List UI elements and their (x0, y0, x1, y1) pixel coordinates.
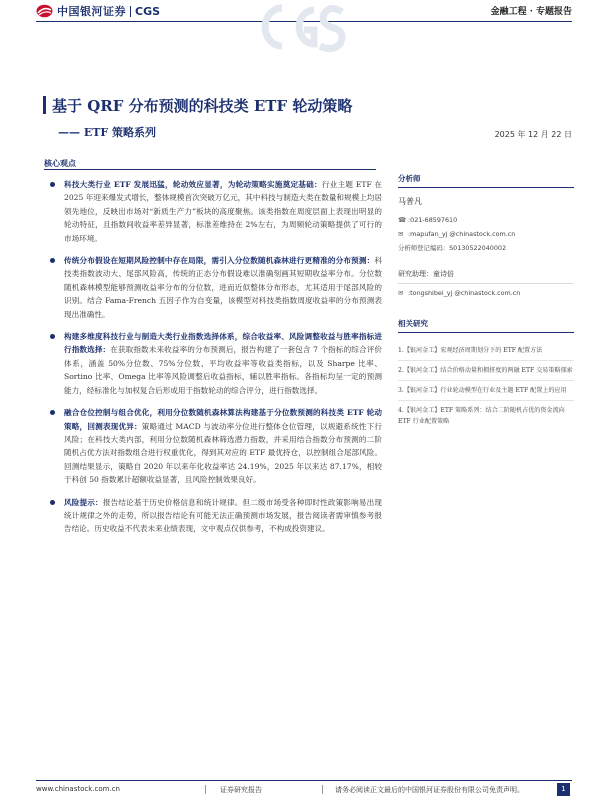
related-research-item[interactable]: 2.【银河金工】结合价格动量和拥挤度的两融 ETF 交易策略探索 (398, 361, 574, 381)
related-research-item[interactable]: 3.【银河金工】行业轮动模型在行业及主题 ETF 配置上的应用 (398, 381, 574, 401)
phone-value: 021-68597610 (410, 216, 458, 224)
related-research-item[interactable]: 1.【银河金工】宏观经济周期划分下的 ETF 配置方法 (398, 341, 574, 361)
brand-separator (130, 6, 131, 17)
key-point-body: 科技类指数波动大、尾部风险高，传统的正态分布假设难以准确刻画其短期收益率分布。分位数随机森林模型能够预测收益率分布的分位数，进而近似整体分布形态，尤其适用于尾部风险的识别。结合 Fama-French 五因子作为自变量，该模型对科技类指数周度收益率的分布预测表现出准确性。 (64, 256, 382, 319)
bullet-icon (50, 410, 55, 415)
key-points (44, 178, 382, 545)
bullet-icon (50, 182, 55, 187)
analyst-section-title: 分析师 (398, 173, 574, 188)
email-icon: ✉ (398, 230, 404, 238)
analyst-registration: 分析师登记编码：S0130522040002 (398, 244, 507, 252)
bullet-icon (50, 334, 55, 339)
key-point-body: 在获取指数未来收益率的分布预测后，报告构建了一套包含 7 个指标的综合评价体系，涵盖 50%分位数、75%分位数、平均收益率等收益类指标，以及 Sharpe 比率、Sortino 比率、Omega 比率等风险调整后收益指标，辅以胜率指标。各指标均呈一定的预测能力，经标准化与加权复合后形成用于指数轮动的综合评分，进行指数选择。 (64, 345, 382, 395)
report-date: 2025 年 12 月 22 日 (494, 130, 572, 139)
key-point-heading: 融合仓位控制与组合优化，利用分位数随机森林算法构建基于分位数预测的科技类 ETF 轮动策略，回测表现优异： (64, 408, 382, 431)
key-point-heading: 传统分布假设在短期风险控制中存在局限，需引入分位数随机森林进行更精准的分布预测： (64, 256, 375, 266)
key-point-2 (44, 254, 382, 321)
key-point-4 (44, 406, 382, 486)
assistant-email-value[interactable]: tongshibei_yj @chinastock.com.cn (410, 289, 521, 297)
key-point-heading: 风险提示： (64, 497, 103, 507)
footer-divider (36, 780, 572, 781)
analyst-phone: ☎ : 021-68597610 (398, 213, 574, 227)
cgs-watermark-icon (256, 0, 346, 58)
footer-separator (205, 785, 206, 794)
email-icon: ✉ (398, 289, 404, 297)
related-research-item[interactable]: 4.【银河金工】ETF 策略系列：结合二阶随机占优的资金流向 ETF 行业配置策略 (398, 407, 565, 425)
report-type: 金融工程 · 专题报告 (490, 7, 572, 17)
email-value[interactable]: mapufan_yj @chinastock.com.cn (410, 230, 516, 238)
phone-icon: ☎ (398, 216, 407, 224)
brand-name: 中国银河证券 (57, 5, 126, 18)
key-point-heading: 构建多维度科技行业与制造大类行业指数选择体系，综合收益率、风险调整收益与胜率指标进行指数选择： (64, 332, 382, 355)
key-point-1 (44, 178, 382, 245)
key-point-body: 策略通过 MACD 与波动率分位进行整体仓位管理，以规避系统性下行风险；在科技大类内部，利用分位数随机森林筛选潜力指数，并采用结合指数分布预测的二阶随机占优方法对指数组合进行权重优化，得到其对应的 ETF 最优持仓，以控制组合尾部风险。回测结果显示，策略自 2020 年以来年化收益率达 24.19%，2025 年以来达 87.17%，相较于科创 50 指数累计超额收益显著，且风险控制效果良好。 (64, 421, 383, 485)
analyst-name: 马普凡 (398, 197, 422, 206)
key-point-heading: 科技大类行业 ETF 发展迅猛，轮动效应显著，为轮动策略实施奠定基础： (64, 180, 322, 189)
footer-report-label: 证券研究报告 (220, 786, 262, 794)
bullet-icon (50, 500, 55, 505)
assistant-email[interactable]: ✉ : tongshibei_yj @chinastock.com.cn (398, 286, 574, 300)
footer-separator (322, 785, 323, 794)
report-subtitle: —— ETF 策略系列 (58, 126, 157, 139)
section-divider (44, 169, 376, 170)
brand-logo (36, 3, 160, 19)
report-title: 基于 QRF 分布预测的科技类 ETF 轮动策略 (52, 97, 353, 115)
page-footer (0, 783, 600, 797)
brand-abbrev: CGS (135, 4, 161, 18)
section-heading: 核心观点 (44, 158, 76, 168)
key-point-3 (44, 330, 382, 397)
related-research-title: 相关研究 (398, 318, 574, 333)
page-number: 1 (557, 783, 570, 796)
bullet-icon (50, 258, 55, 263)
title-accent-bar (43, 96, 46, 114)
footer-disclaimer: 请务必阅读正文最后的中国银河证券股份有限公司免责声明。 (335, 786, 524, 794)
sidebar (398, 173, 574, 431)
key-point-body: 报告结论基于历史价格信息和统计规律。但二级市场受各种即时性政策影响易出现统计规律之外的走势，所以报告结论有可能无法正确预测市场发展，报告阅读者需审慎参考报告结论。历史收益不代表未来业绩表现，文中观点仅供参考，不构成投资建议。 (64, 497, 383, 534)
key-point-body: 行业主题 ETF 在 2025 年迎来爆发式增长，整体规模首次突破万亿元，其中科技与制造大类在数量和规模上均居领先地位，反映出市场对“新质生产力”板块的高度聚焦。该类指数在周度层面上表现出明显的轮动特征，且指数间收益率差异显著，标准差维持在 2%左右，为周频轮动策略提供了可行的市场环境。 (64, 180, 382, 243)
footer-website-link[interactable]: www.chinastock.com.cn (36, 785, 120, 793)
analyst-email[interactable]: ✉ : mapufan_yj @chinastock.com.cn (398, 227, 574, 241)
research-assistant: 研究助理：童诗倍 (398, 269, 574, 284)
brand-mark-icon (36, 4, 53, 18)
risk-warning (44, 496, 382, 536)
